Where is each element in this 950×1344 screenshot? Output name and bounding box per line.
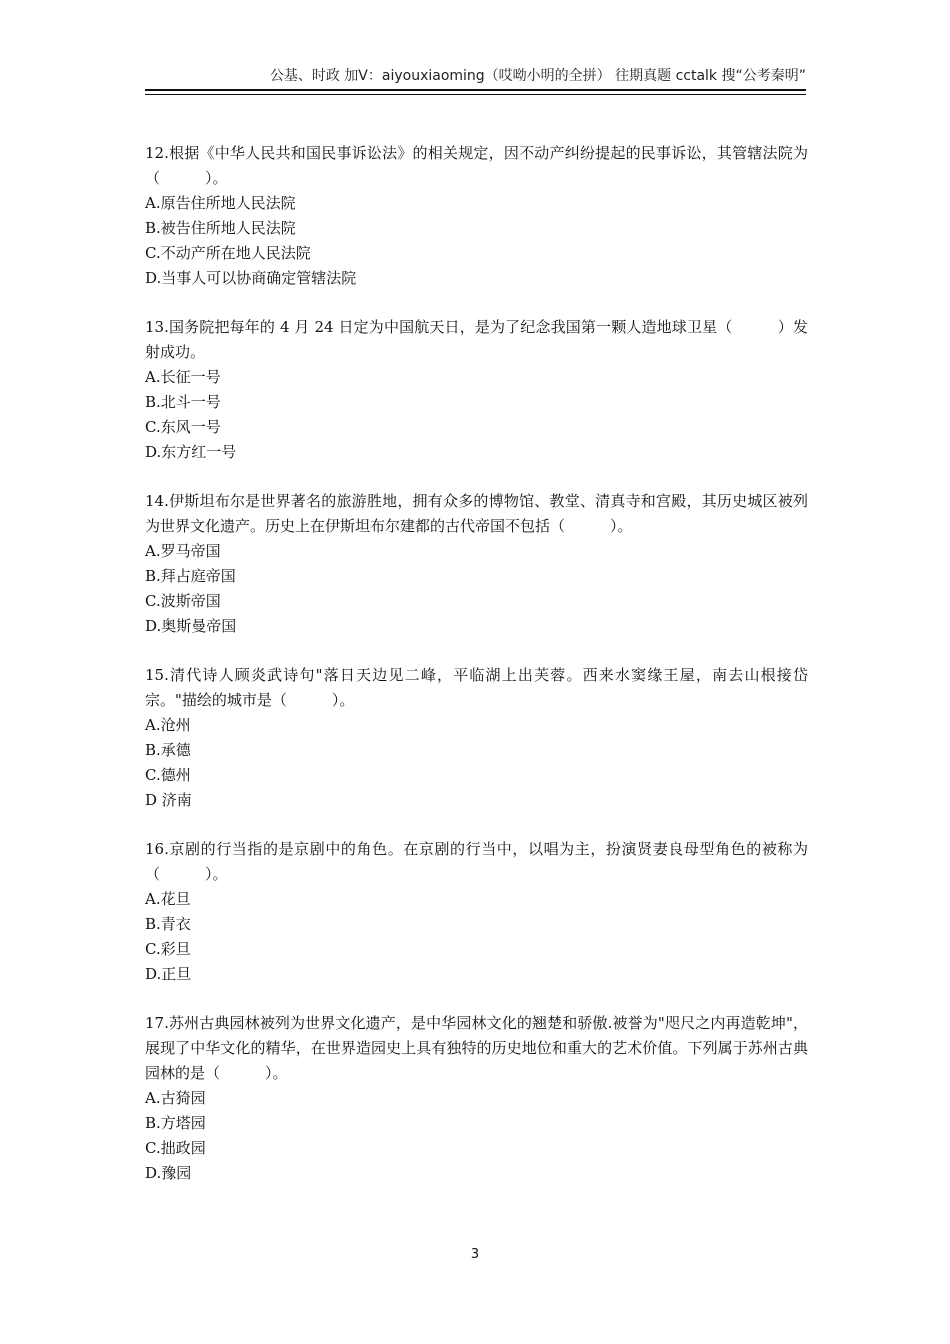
option-d: D.奥斯曼帝国	[145, 617, 237, 635]
option-b: B.承德	[145, 741, 191, 759]
option-b: B.青衣	[145, 915, 191, 933]
option-a: A.罗马帝国	[145, 542, 221, 560]
question-stem: 13.国务院把每年的 4 月 24 日定为中国航天日，是为了纪念我国第一颗人造地球卫星（ ）发射成功。	[145, 318, 808, 361]
option-a: A.花旦	[145, 890, 191, 908]
option-c: C.东风一号	[145, 418, 221, 436]
option-a: A.长征一号	[145, 368, 221, 386]
question-stem: 16.京剧的行当指的是京剧中的角色。在京剧的行当中，以唱为主，扮演贤妻良母型角色的被称为（ ）。	[145, 840, 808, 883]
option-b: B.方塔园	[145, 1114, 206, 1132]
page-header: 公基、时政 加V：aiyouxiaoming（哎呦小明的全拼） 往期真题 cctalk 搜“公考秦明”	[269, 68, 806, 84]
option-a: A.古猗园	[145, 1089, 206, 1107]
question-12	[145, 141, 808, 291]
question-stem: 15.清代诗人顾炎武诗句"落日天边见二峰，平临湖上出芙蓉。西来水窦缘王屋，南去山根接岱宗。"描绘的城市是（ ）。	[145, 666, 808, 709]
option-b: B.拜占庭帝国	[145, 567, 236, 585]
option-d: D 济南	[145, 791, 192, 809]
option-d: D.豫园	[145, 1164, 192, 1182]
question-stem: 12.根据《中华人民共和国民事诉讼法》的相关规定，因不动产纠纷提起的民事诉讼，其管辖法院为（ ）。	[145, 144, 808, 187]
option-a: A.原告住所地人民法院	[145, 194, 296, 212]
question-stem: 17.苏州古典园林被列为世界文化遗产，是中华园林文化的翘楚和骄傲.被誉为"咫尺之内再造乾坤"，展现了中华文化的精华，在世界造园史上具有独特的历史地位和重大的艺术价值。下列属于苏州古典园林的是（ ）。	[145, 1014, 808, 1082]
question-16	[145, 837, 808, 987]
header-rule-thick	[145, 89, 806, 91]
question-14	[145, 489, 808, 639]
page-number: 3	[470, 1247, 480, 1262]
question-stem: 14.伊斯坦布尔是世界著名的旅游胜地，拥有众多的博物馆、教堂、清真寺和宫殿，其历史城区被列为世界文化遗产。历史上在伊斯坦布尔建都的古代帝国不包括（ ）。	[145, 492, 808, 535]
option-b: B.北斗一号	[145, 393, 221, 411]
option-c: C.拙政园	[145, 1139, 206, 1157]
option-c: C.不动产所在地人民法院	[145, 244, 311, 262]
header-rule-thin	[145, 94, 806, 95]
option-d: D.东方红一号	[145, 443, 237, 461]
question-17	[145, 1011, 808, 1186]
option-a: A.沧州	[145, 716, 191, 734]
option-d: D.当事人可以协商确定管辖法院	[145, 269, 357, 287]
question-15	[145, 663, 808, 813]
option-b: B.被告住所地人民法院	[145, 219, 296, 237]
option-c: C.波斯帝国	[145, 592, 221, 610]
option-c: C.彩旦	[145, 940, 191, 958]
question-13	[145, 315, 808, 465]
option-c: C.德州	[145, 766, 191, 784]
option-d: D.正旦	[145, 965, 192, 983]
